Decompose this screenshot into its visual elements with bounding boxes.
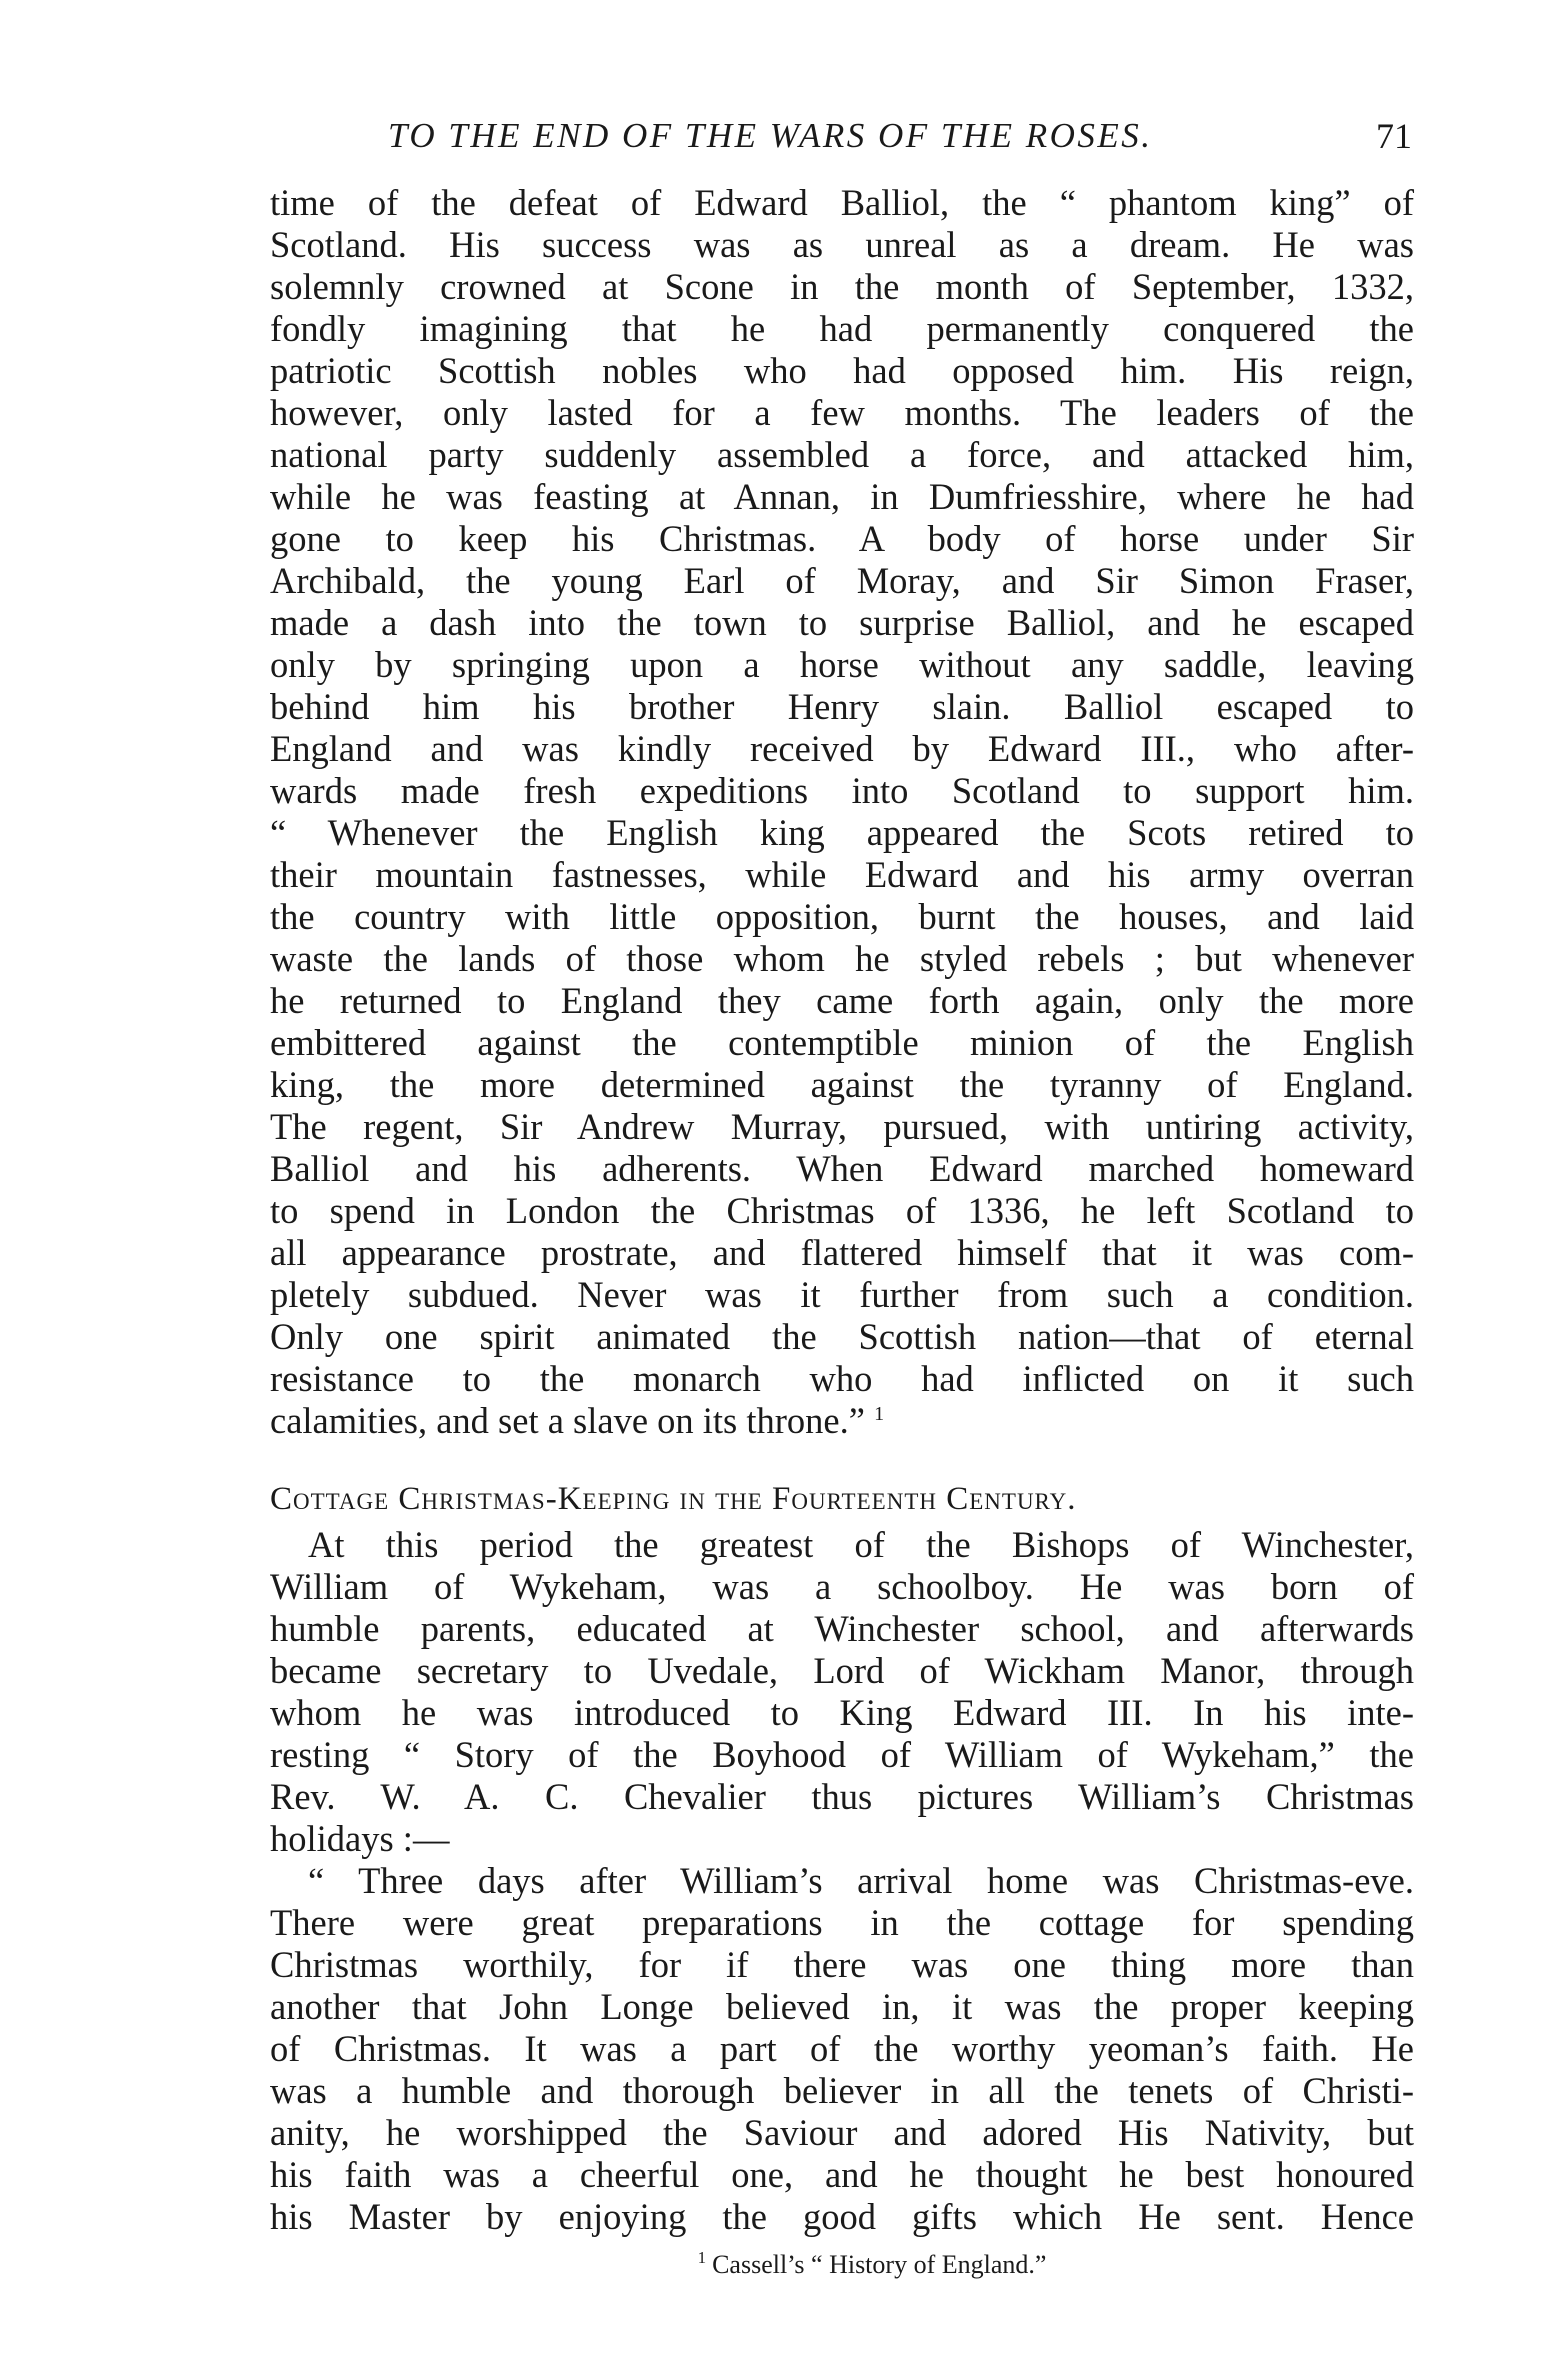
- text-line: Balliol and his adherents. When Edward marched homeward: [270, 1148, 1414, 1189]
- section-heading: [270, 1478, 1414, 1520]
- text-line: The regent, Sir Andrew Murray, pursued, with untiring activity,: [270, 1106, 1414, 1147]
- footnote-reference: 1: [874, 1402, 885, 1425]
- footnote-marker: 1: [697, 2248, 707, 2268]
- text-line: to spend in London the Christmas of 1336, he left Scotland to: [270, 1190, 1414, 1231]
- text-line: became secretary to Uvedale, Lord of Wickham Manor, through: [270, 1650, 1414, 1691]
- text-line: Only one spirit animated the Scottish nation—that of eternal: [270, 1316, 1414, 1357]
- text-line: he returned to England they came forth again, only the more: [270, 980, 1414, 1021]
- text-line: waste the lands of those whom he styled rebels ; but whenever: [270, 938, 1414, 979]
- text-line: Rev. W. A. C. Chevalier thus pictures William’s Christmas: [270, 1776, 1414, 1817]
- book-page: [270, 108, 1414, 2282]
- text-line: however, only lasted for a few months. The leaders of the: [270, 392, 1414, 433]
- text-line: Scotland. His success was as unreal as a dream. He was: [270, 224, 1414, 265]
- paragraph-wykeham: [270, 1524, 1414, 1860]
- footnote: [270, 2248, 1414, 2282]
- text-line: all appearance prostrate, and flattered himself that it was com-: [270, 1232, 1414, 1273]
- text-line: solemnly crowned at Scone in the month of September, 1332,: [270, 266, 1414, 307]
- text-line: anity, he worshipped the Saviour and adored His Nativity, but: [270, 2112, 1414, 2153]
- text-line-last-content: calamities, and set a slave on its throne.”: [270, 1400, 865, 1441]
- text-line: king, the more determined against the tyranny of England.: [270, 1064, 1414, 1105]
- text-line: resistance to the monarch who had inflicted on it such: [270, 1358, 1414, 1399]
- paragraph-quotation: [270, 1860, 1414, 2238]
- text-line: There were great preparations in the cottage for spending: [270, 1902, 1414, 1943]
- text-line: humble parents, educated at Winchester school, and afterwards: [270, 1608, 1414, 1649]
- text-line: embittered against the contemptible minion of the English: [270, 1022, 1414, 1063]
- text-line: his Master by enjoying the good gifts which He sent. Hence: [270, 2196, 1414, 2237]
- running-head: [270, 108, 1414, 164]
- text-line: while he was feasting at Annan, in Dumfriesshire, where he had: [270, 476, 1414, 517]
- text-line: pletely subdued. Never was it further from such a condition.: [270, 1274, 1414, 1315]
- text-line: his faith was a cheerful one, and he thought he best honoured: [270, 2154, 1414, 2195]
- text-line: behind him his brother Henry slain. Balliol escaped to: [270, 686, 1414, 727]
- running-title: TO THE END OF THE WARS OF THE ROSES.: [388, 116, 1153, 155]
- text-line: the country with little opposition, burnt the houses, and laid: [270, 896, 1414, 937]
- text-line: “ Whenever the English king appeared the Scots retired to: [270, 812, 1414, 853]
- text-line: England and was kindly received by Edward III., who after-: [270, 728, 1414, 769]
- text-line: their mountain fastnesses, while Edward and his army overran: [270, 854, 1414, 895]
- section-heading-text: Cottage Christmas-Keeping in the Fourteenth Century.: [270, 1481, 1077, 1517]
- text-line: of Christmas. It was a part of the worthy yeoman’s faith. He: [270, 2028, 1414, 2069]
- text-line: whom he was introduced to King Edward III. In his inte-: [270, 1692, 1414, 1733]
- text-line: fondly imagining that he had permanently conquered the: [270, 308, 1414, 349]
- paragraph-balliol: [270, 182, 1414, 1442]
- text-line: another that John Longe believed in, it was the proper keeping: [270, 1986, 1414, 2027]
- text-line: Archibald, the young Earl of Moray, and Sir Simon Fraser,: [270, 560, 1414, 601]
- text-line: wards made fresh expeditions into Scotland to support him.: [270, 770, 1414, 811]
- text-line: only by springing upon a horse without any saddle, leaving: [270, 644, 1414, 685]
- text-line: patriotic Scottish nobles who had opposed him. His reign,: [270, 350, 1414, 391]
- text-line: national party suddenly assembled a force, and attacked him,: [270, 434, 1414, 475]
- text-line-last: [270, 1400, 1414, 1442]
- text-line: William of Wykeham, was a schoolboy. He was born of: [270, 1566, 1414, 1607]
- footnote-text: Cassell’s “ History of England.”: [712, 2250, 1047, 2279]
- text-line: At this period the greatest of the Bishops of Winchester,: [308, 1524, 1414, 1565]
- text-line: was a humble and thorough believer in all the tenets of Christi-: [270, 2070, 1414, 2111]
- page-number: 71: [1376, 116, 1412, 156]
- text-line: holidays :—: [270, 1818, 450, 1859]
- text-line: made a dash into the town to surprise Balliol, and he escaped: [270, 602, 1414, 643]
- text-line: Christmas worthily, for if there was one thing more than: [270, 1944, 1414, 1985]
- text-line: gone to keep his Christmas. A body of horse under Sir: [270, 518, 1414, 559]
- text-line: “ Three days after William’s arrival home was Christmas-eve.: [308, 1860, 1414, 1901]
- text-line: time of the defeat of Edward Balliol, the “ phantom king” of: [270, 182, 1414, 223]
- text-line: resting “ Story of the Boyhood of William of Wykeham,” the: [270, 1734, 1414, 1775]
